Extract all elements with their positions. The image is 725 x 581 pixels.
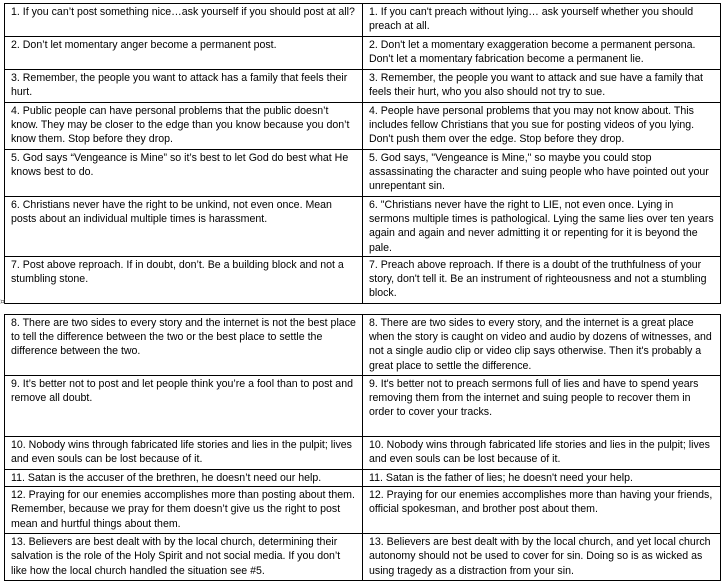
comparison-table-2	[4, 314, 721, 581]
table-cell-left: 7. Post above reproach. If in doubt, don’t. Be a building block and not a stumbling stone.	[5, 257, 363, 304]
table-cell-right: 9. It's better not to preach sermons full of lies and have to spend years removing them from the internet and suing people to recover them in order to cover your tracks.	[363, 376, 721, 437]
table-row	[5, 437, 721, 470]
table-cell-right: 8. There are two sides to every story, and the internet is a great place when the story is caught on video and audio by dozens of witnesses, and not a single audio clip or video clip says otherwise. Then it's probably a great place to settle the difference.	[363, 315, 721, 376]
table-cell-right: 13. Believers are best dealt with by the local church, and yet local church autonomy should not be used to cover for sin. Doing so is as wicked as using tragedy as a distraction from your sin.	[363, 534, 721, 581]
table-row	[5, 70, 721, 103]
table-cell-right: 12. Praying for our enemies accomplishes more than having your friends, official spokesman, and brother post about them.	[363, 487, 721, 534]
table-cell-right: 3. Remember, the people you want to attack and sue have a family that feels their hurt, who you also should not try to sue.	[363, 70, 721, 103]
table-cell-left: 2. Don’t let momentary anger become a permanent post.	[5, 37, 363, 70]
table-row	[5, 376, 721, 437]
table-cell-right: 2. Don't let a momentary exaggeration become a permanent persona. Don't let a momentary fabrication become a permanent lie.	[363, 37, 721, 70]
table-cell-left: 10. Nobody wins through fabricated life stories and lies in the pulpit; lives and even souls can be lost because of it.	[5, 437, 363, 470]
paragraph-marker: ¤	[0, 297, 6, 306]
comparison-table-1	[4, 3, 721, 304]
table-row	[5, 315, 721, 376]
table-row	[5, 103, 721, 150]
table-cell-left: 1. If you can’t post something nice…ask yourself if you should post at all?	[5, 4, 363, 37]
table-row	[5, 37, 721, 70]
table-cell-left: 9. It’s better not to post and let people think you’re a fool than to post and remove all doubt.	[5, 376, 363, 437]
table-cell-right: 4. People have personal problems that you may not know about. This includes fellow Christians that you sue for posting videos of you lying. Don't push them over the edge. Stop before they drop.	[363, 103, 721, 150]
table-cell-left: 6. Christians never have the right to be unkind, not even once. Mean posts about an individual multiple times is harassment.	[5, 197, 363, 257]
table-cell-right: 6. "Christians never have the right to LIE, not even once. Lying in sermons multiple times is pathological. Lying the same lies over ten years again and again and never admitting it or repenting for it is beyond the pale.	[363, 197, 721, 257]
table-cell-right: 5. God says, "Vengeance is Mine," so maybe you could stop assassinating the character and suing people who have pointed out your unrepentant sin.	[363, 150, 721, 197]
table-cell-left: 11. Satan is the accuser of the brethren, he doesn’t need our help.	[5, 470, 363, 487]
table-cell-right: 10. Nobody wins through fabricated life stories and lies in the pulpit; lives and even souls can be lost because of it.	[363, 437, 721, 470]
table-cell-right: 7. Preach above reproach. If there is a doubt of the truthfulness of your story, don't tell it. Be an instrument of righteousness and not a stumbling block.	[363, 257, 721, 304]
table-cell-right: 1. If you can't preach without lying… ask yourself whether you should preach at all.	[363, 4, 721, 37]
table-cell-left: 4. Public people can have personal problems that the public doesn’t know. They may be closer to the edge than you know because you don’t know them. Stop before they drop.	[5, 103, 363, 150]
table-cell-left: 5. God says “Vengeance is Mine” so it’s best to let God do best what He knows best to do.	[5, 150, 363, 197]
table-cell-left: 13. Believers are best dealt with by the local church, determining their salvation is the role of the Holy Spirit and not social media. If you don’t like how the local church handled the situation see #5.	[5, 534, 363, 581]
table-row	[5, 487, 721, 534]
table-row	[5, 534, 721, 581]
table-cell-left: 12. Praying for our enemies accomplishes more than posting about them. Remember, because we pray for them doesn’t give us the right to post mean and hurtful things about them.	[5, 487, 363, 534]
table-cell-right: 11. Satan is the father of lies; he doesn't need your help.	[363, 470, 721, 487]
table-row	[5, 150, 721, 197]
table-cell-left: 3. Remember, the people you want to attack has a family that feels their hurt.	[5, 70, 363, 103]
table-row	[5, 470, 721, 487]
table-row	[5, 257, 721, 304]
table-cell-left: 8. There are two sides to every story and the internet is not the best place to tell the difference between the two or the best place to settle the difference between the two.	[5, 315, 363, 376]
table-row	[5, 4, 721, 37]
table-row	[5, 197, 721, 257]
